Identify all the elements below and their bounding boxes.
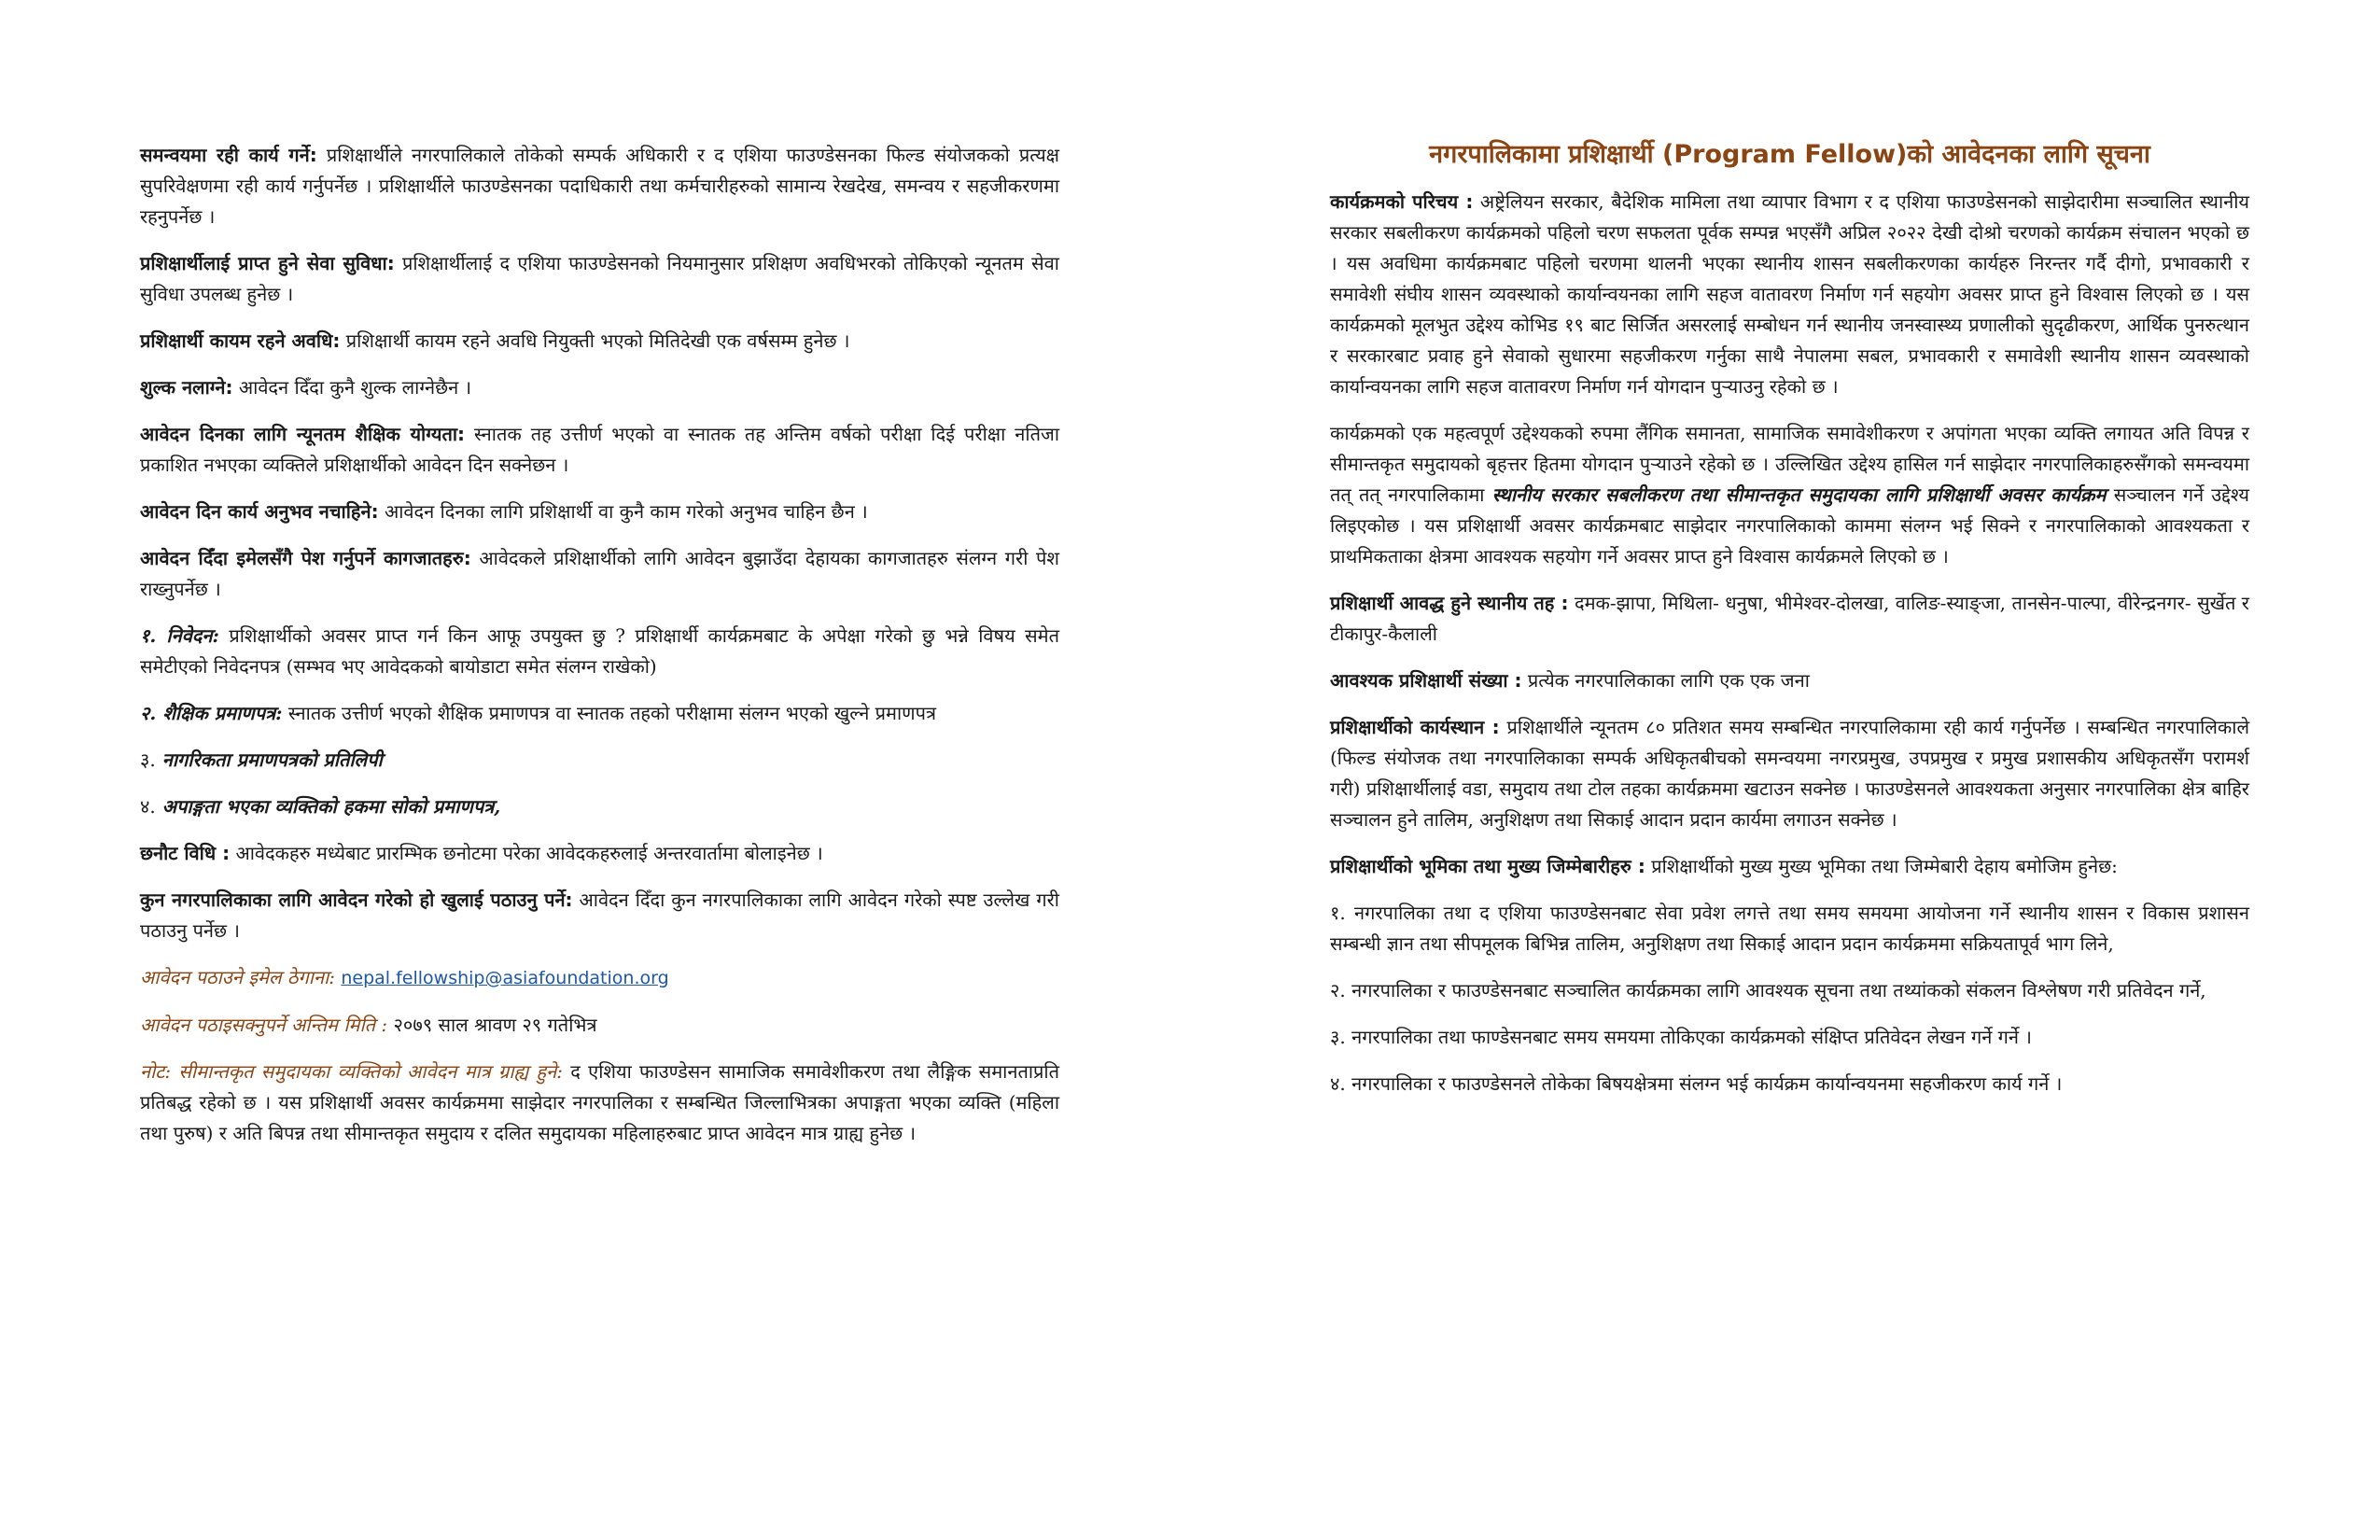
item-text: नागरिकता प्रमाणपत्रको प्रतिलिपी xyxy=(155,749,383,771)
section-label: कुन नगरपालिकाका लागि आवेदन गरेको हो खुलाई पठाउनु पर्ने: xyxy=(140,889,573,911)
section-label: आवश्यक प्रशिक्षार्थी संख्या : xyxy=(1330,669,1522,692)
selection-paragraph xyxy=(140,838,1059,869)
program-intro-paragraph xyxy=(1330,187,2249,402)
section-text: प्रत्येक नगरपालिकाका लागि एक एक जना xyxy=(1521,669,1810,692)
fee-paragraph xyxy=(140,372,1059,403)
section-label: प्रशिक्षार्थी आवद्ध हुने स्थानीय तह : xyxy=(1330,592,1569,614)
role-item: २. नगरपालिका र फाउण्डेसनबाट सञ्चालित कार्यक्रमका लागि आवश्यक सूचना तथा तथ्यांकको संकलन विश्लेषण गरी प्रतिवेदन गर्ने, xyxy=(1330,979,2206,1001)
item-label: २. शैक्षिक प्रमाणपत्र: xyxy=(140,702,283,724)
deadline-text: २०७९ साल श्रावण २९ गतेभित्र xyxy=(387,1014,597,1036)
documents-paragraph xyxy=(140,543,1059,605)
deadline-label: आवेदन पठाइसक्नुपर्ने अन्तिम मिति : xyxy=(140,1014,388,1036)
section-label: छनौट विधि : xyxy=(140,842,231,864)
roles-paragraph xyxy=(1330,851,2249,882)
fellow-count-paragraph xyxy=(1330,665,2249,696)
qualification-paragraph xyxy=(140,419,1059,481)
section-label: प्रशिक्षार्थी कायम रहने अवधि: xyxy=(140,329,341,352)
facilities-paragraph xyxy=(140,248,1059,310)
section-text: आवेदकले प्रशिक्षार्थीको लागि आवेदन बुझाउँदा देहायका कागजातहरु संलग्न गरी पेश राख्नुपर्नेछ । xyxy=(140,547,1059,600)
section-text: प्रशिक्षार्थीले न्यूनतम ८० प्रतिशत समय सम्बन्धित नगरपालिकामा रही कार्य गर्नुपर्नेछ । सम्बन्धित नगरपालिकाले (फिल्ड संयोजक तथा नगरपालिकाका सम्पर्क अधिकृतबीचको समन्वयमा नगरप्रमुख, उपप्रमुख र प्रमुख प्रशासकीय अधिकृतसँग परामर्श गरी) प्रशिक्षार्थीलाई वडा, समुदाय तथा टोल तहका कार्यक्रममा खटाउन सक्नेछ । फाउण्डेसनले आवश्यकता अनुसार नगरपालिका क्षेत्र बाहिर सञ्चालन हुने तालिम, अनुशिक्षण तथा सिकाई आदान प्रदान कार्यमा लगाउन सक्नेछ । xyxy=(1330,716,2250,831)
section-text: अष्ट्रेलियन सरकार, बैदेशिक मामिला तथा व्यापार विभाग र द एशिया फाउण्डेसनको साझेदारीमा सञ्चालित स्थानीय सरकार सबलीकरण कार्यक्रमको पहिलो चरण सफलता पूर्वक सम्पन्न भएसँगै अप्रिल २०२२ देखी दोश्रो चरणको कार्यक्रम संचालन भएको छ । यस अवधिमा कार्यक्रमबाट पहिलो चरणमा थालनी भएका स्थानीय शासन सबलीकरणका कार्यहरु निरन्तर गर्दै दीगो, प्रभावकारी र समावेशी संघीय शासन व्यवस्थाको कार्यान्वयनका लागि सहज वातावरण निर्माण गर्न सहयोग अवसर प्राप्त हुने विश्वास लिएको छ । यस कार्यक्रमको मूलभुत उद्देश्य कोभिड १९ बाट सिर्जित असरलाई सम्बोधन गर्न स्थानीय जनस्वास्थ्य प्रणालीको सुदृढीकरण, आर्थिक पुनरुत्थान र सरकारबाट प्रवाह हुने सेवाको सुधारमा सहजीकरण गर्नुका साथै नेपालमा सबल, प्रभावकारी र समावेशी स्थानीय शासन व्यवस्थाको कार्यान्वयनका लागि सहज वातावरण निर्माण गर्न योगदान पुऱ्याउनु रहेको छ । xyxy=(1330,190,2250,398)
section-label: समन्वयमा रही कार्य गर्ने: xyxy=(140,144,317,166)
item-label: १. निवेदन: xyxy=(140,624,219,647)
program-name-emphasis: स्थानीय सरकार सबलीकरण तथा सीमान्तकृत समुदायका लागि प्रशिक्षार्थी अवसर कार्यक्रम xyxy=(1491,483,2107,506)
section-text: आवेदकहरु मध्येबाट प्रारम्भिक छनोटमा परेका आवेदकहरुलाई अन्तरवार्तामा बोलाइनेछ । xyxy=(230,842,823,864)
section-text: कार्यक्रमको एक महत्वपूर्ण उद्देश्यकको रुपमा लैंगिक समानता, सामाजिक समावेशीकरण र अपांगता भएका व्यक्ति लगायत अति विपन्न र सीमान्तकृत समुदायको बृहत्तर हितमा योगदान पुऱ्याउने रहेको छ । उल्लिखित उद्देश्य हासिल गर्न साझेदार नगरपालिकाहरुसँगको समन्वयमा तत् तत् नगरपालिकामा xyxy=(1330,422,2249,506)
email-link[interactable]: nepal.fellowship@asiafoundation.org xyxy=(341,968,669,988)
item-number: ४. xyxy=(140,795,156,818)
item-text: स्नातक उत्तीर्ण भएको शैक्षिक प्रमाणपत्र वा स्नातक तहको परीक्षामा संलग्न भएको खुल्ने प्रमाणपत्र xyxy=(282,702,937,724)
section-label: आवेदन दिनका लागि न्यूनतम शैक्षिक योग्यता: xyxy=(140,423,466,445)
doc-item-application xyxy=(140,621,1059,682)
section-text: प्रशिक्षार्थीले नगरपालिकाले तोकेको सम्पर्क अधिकारी र द एशिया फाउण्डेसनका फिल्ड संयोजकको प्रत्यक्ष सुपरिवेक्षणमा रही कार्य गर्नुपर्नेछ । प्रशिक्षार्थीले फाउण्डेसनका पदाधिकारी तथा कर्मचारीहरुको सामान्य रेखदेख, समन्वय र सहजीकरणमा रहनुपर्नेछ । xyxy=(140,144,1060,228)
coordination-paragraph xyxy=(140,140,1059,232)
section-label: प्रशिक्षार्थीको कार्यस्थान : xyxy=(1330,716,1500,738)
workplace-paragraph xyxy=(1330,712,2249,835)
note-label: नोट: सीमान्तकृत समुदायका व्यक्तिको आवेदन मात्र ग्राह्य हुने: xyxy=(140,1060,563,1083)
section-text: स्नातक तह उत्तीर्ण भएको वा स्नातक तह अन्तिम वर्षको परीक्षा दिई परीक्षा नतिजा प्रकाशित नभएका व्यक्तिले प्रशिक्षार्थीको आवेदन दिन सक्नेछन । xyxy=(140,423,1059,476)
role-item: ३. नगरपालिका तथा फाण्डेसनबाट समय समयमा तोकिएका कार्यक्रमको संक्षिप्त प्रतिवेदन लेखन गर्ने गर्ने । xyxy=(1330,1026,2032,1048)
section-text: प्रशिक्षार्थी कायम रहने अवधि नियुक्ती भएको मितिदेखी एक वर्षसम्म हुनेछ । xyxy=(340,329,850,352)
item-text: प्रशिक्षार्थीको अवसर प्राप्त गर्न किन आफू उपयुक्त छु ? प्रशिक्षार्थी कार्यक्रमबाट के अपेक्षा गरेको छु भन्ने विषय समेत समेटीएको निवेदनपत्र (सम्भव भए आवेदकको बायोडाटा समेत संलग्न राखेको) xyxy=(140,624,1059,678)
left-column xyxy=(140,140,1059,1165)
doc-item-certificate xyxy=(140,698,1059,729)
note-paragraph xyxy=(140,1057,1059,1149)
local-levels-paragraph xyxy=(1330,588,2249,650)
section-label: आवेदन दिँदा इमेलसँगै पेश गर्नुपर्ने कागजातहरु: xyxy=(140,547,471,569)
duration-paragraph xyxy=(140,326,1059,357)
experience-paragraph xyxy=(140,497,1059,527)
section-label: आवेदन दिन कार्य अनुभव नचाहिने: xyxy=(140,500,379,523)
role-item: ४. नगरपालिका र फाउण्डेसनले तोकेका बिषयक्षेत्रमा संलग्न भई कार्यक्रम कार्यान्वयनमा सहजीकरण कार्य गर्ने । xyxy=(1330,1072,2063,1095)
doc-item-citizenship xyxy=(140,745,1059,776)
section-text: आवेदन दिनका लागि प्रशिक्षार्थी वा कुनै काम गरेको अनुभव चाहिन छैन । xyxy=(378,500,868,523)
item-text: अपाङ्गता भएका व्यक्तिको हकमा सोको प्रमाणपत्र, xyxy=(155,795,501,818)
item-number: ३. xyxy=(140,749,156,771)
section-label: प्रशिक्षार्थीलाई प्राप्त हुने सेवा सुविधा: xyxy=(140,252,395,274)
notice-title: नगरपालिकामा प्रशिक्षार्थी (Program Fellow)को आवेदनका लागि सूचना xyxy=(1429,140,2150,169)
section-label: प्रशिक्षार्थीको भूमिका तथा मुख्य जिम्मेबारीहरु : xyxy=(1330,855,1645,877)
section-text: आवेदन दिँदा कुन नगरपालिकाका लागि आवेदन गरेको स्पष्ट उल्लेख गरी पठाउनु पर्नेछ । xyxy=(140,889,1059,942)
program-objective-paragraph xyxy=(1330,418,2249,572)
section-label: कार्यक्रमको परिचय : xyxy=(1330,190,1474,213)
role-item: १. नगरपालिका तथा द एशिया फाउण्डेसनबाट सेवा प्रवेश लगत्ते तथा समय समयमा आयोजना गर्ने स्थानीय शासन र विकास प्रशासन सम्बन्धी ज्ञान तथा सीपमूलक बिभिन्न तालिम, अनुशिक्षण तथा सिकाई आदान प्रदान कार्यक्रममा सक्रियतापूर्व भाग लिने, xyxy=(1330,902,2249,955)
deadline-paragraph xyxy=(140,1010,1059,1041)
note-text: द एशिया फाउण्डेसन सामाजिक समावेशीकरण तथा लैङ्गिक समानताप्रति प्रतिबद्ध रहेको छ । यस प्रशिक्षार्थी अवसर कार्यक्रममा साझेदार नगरपालिका र सम्बन्धित जिल्लाभित्रका अपाङ्गता भएका व्यक्ति (महिला तथा पुरुष) र अति बिपन्न तथा सीमान्तकृत समुदाय र दलित समुदायका महिलाहरुबाट प्राप्त आवेदन मात्र ग्राह्य हुनेछ । xyxy=(140,1060,1059,1144)
section-text: सञ्चालन गर्ने उद्देश्य लिइएकोछ । यस प्रशिक्षार्थी अवसर कार्यक्रमबाट साझेदार नगरपालिकाको काममा संलग्न भई सिक्ने र नगरपालिकाको आवश्यकता र प्राथमिकताका क्षेत्रमा आवश्यक सहयोग गर्ने अवसर प्राप्त हुने विश्वास कार्यक्रमले लिएको छ । xyxy=(1330,483,2249,567)
section-text: आवेदन दिँदा कुनै शुल्क लाग्नेछैन । xyxy=(232,376,472,399)
section-label: शुल्क नलाग्ने: xyxy=(140,376,233,399)
section-text: दमक-झापा, मिथिला- धनुषा, भीमेश्वर-दोलखा, वालिङ-स्याङ्जा, तानसेन-पाल्पा, वीरेन्द्रनगर- सुर्खेत र टीकापुर-कैलाली xyxy=(1330,592,2249,645)
doc-item-disability xyxy=(140,791,1059,822)
right-column xyxy=(1330,138,2249,1115)
email-label: आवेदन पठाउने इमेल ठेगाना: xyxy=(140,966,335,988)
section-text: प्रशिक्षार्थीको मुख्य मुख्य भूमिका तथा जिम्मेबारी देहाय बमोजिम हुनेछ: xyxy=(1645,855,2118,877)
section-text: प्रशिक्षार्थीलाई द एशिया फाउण्डेसनको नियमानुसार प्रशिक्षण अवधिभरको तोकिएको न्यूनतम सेवा सुविधा उपलब्ध हुनेछ । xyxy=(140,252,1059,305)
email-paragraph xyxy=(140,962,1059,994)
municipality-mention-paragraph xyxy=(140,885,1059,946)
